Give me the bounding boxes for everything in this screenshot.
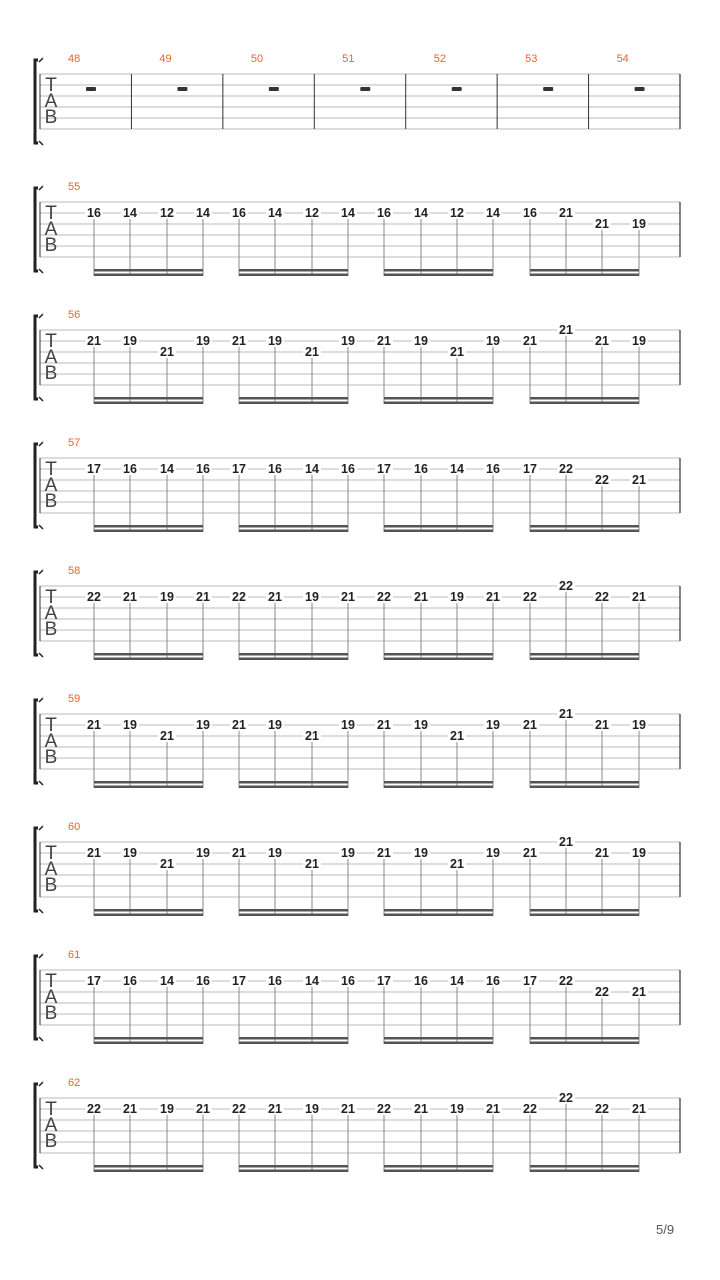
beam [94, 1170, 203, 1173]
fret-number: 16 [268, 974, 282, 988]
tab-clef-t: T [45, 459, 57, 480]
fret-number: 21 [377, 718, 391, 732]
measure-number: 54 [616, 53, 629, 65]
fret-number: 22 [377, 590, 391, 604]
tab-clef-b: B [44, 491, 58, 512]
fret-number: 16 [232, 206, 246, 220]
fret-number: 21 [123, 590, 137, 604]
beam [530, 1170, 639, 1173]
tab-clef-a: A [44, 475, 58, 496]
fret-number: 19 [341, 846, 355, 860]
fret-number: 19 [632, 846, 646, 860]
tab-clef-a: A [44, 603, 58, 624]
fret-number: 19 [268, 846, 282, 860]
tab-clef-a: A [44, 987, 58, 1008]
fret-number: 16 [414, 974, 428, 988]
bracket-top-tick [39, 58, 43, 62]
fret-number: 16 [87, 206, 101, 220]
fret-number: 14 [414, 206, 428, 220]
fret-number: 14 [123, 206, 137, 220]
fret-number: 17 [523, 974, 537, 988]
fret-number: 14 [196, 206, 210, 220]
tab-clef-t: T [45, 331, 57, 352]
beam [384, 530, 493, 533]
measure-number: 49 [159, 53, 172, 65]
beam [384, 1170, 493, 1173]
beam [94, 1042, 203, 1045]
page-number: 5/9 [656, 1222, 675, 1237]
fret-number: 21 [632, 473, 646, 487]
rest-mark [635, 87, 645, 91]
beam [239, 1170, 348, 1173]
fret-number: 19 [414, 334, 428, 348]
fret-number: 14 [450, 462, 464, 476]
fret-number: 21 [305, 729, 319, 743]
tab-clef-t: T [45, 203, 57, 224]
fret-number: 16 [341, 974, 355, 988]
fret-number: 22 [559, 974, 573, 988]
bracket-bottom-tick [39, 397, 43, 401]
measure-number: 62 [68, 1077, 81, 1089]
measure-number: 58 [68, 565, 81, 577]
beam [384, 781, 493, 784]
fret-number: 16 [414, 462, 428, 476]
system-bracket [35, 956, 38, 1039]
bracket-top-tick [39, 442, 43, 446]
beam [94, 914, 203, 917]
beam [530, 530, 639, 533]
fret-number: 14 [160, 974, 174, 988]
tab-clef-a: A [44, 859, 58, 880]
system-bracket [35, 188, 38, 271]
fret-number: 21 [268, 1102, 282, 1116]
beam [94, 525, 203, 528]
beam [384, 653, 493, 656]
fret-number: 14 [160, 462, 174, 476]
fret-number: 16 [486, 974, 500, 988]
beam [239, 1165, 348, 1168]
fret-number: 22 [232, 590, 246, 604]
beam [239, 786, 348, 789]
bracket-bottom-tick [39, 525, 43, 529]
fret-number: 22 [559, 462, 573, 476]
rest-mark [452, 87, 462, 91]
system-bracket [35, 316, 38, 399]
fret-number: 14 [486, 206, 500, 220]
bracket-top-tick [39, 954, 43, 958]
bracket-bottom-tick [39, 1037, 43, 1041]
measure-number: 61 [68, 949, 81, 961]
bracket-top-tick [39, 314, 43, 318]
beam [530, 658, 639, 661]
fret-number: 19 [341, 718, 355, 732]
bracket-bottom-tick [39, 909, 43, 913]
fret-number: 19 [450, 590, 464, 604]
beam [239, 653, 348, 656]
fret-number: 21 [341, 590, 355, 604]
fret-number: 16 [196, 462, 210, 476]
beam [94, 658, 203, 661]
fret-number: 21 [305, 345, 319, 359]
tab-clef-a: A [44, 91, 58, 112]
beam [94, 1165, 203, 1168]
bracket-bottom-tick [39, 1165, 43, 1169]
beam [94, 274, 203, 277]
fret-number: 16 [123, 974, 137, 988]
fret-number: 19 [268, 718, 282, 732]
fret-number: 21 [232, 334, 246, 348]
beam [239, 781, 348, 784]
beam [239, 658, 348, 661]
rest-mark [86, 87, 96, 91]
beam [94, 1037, 203, 1040]
bracket-top-tick [39, 698, 43, 702]
fret-number: 21 [123, 1102, 137, 1116]
system-bracket [35, 828, 38, 911]
fret-number: 19 [414, 718, 428, 732]
fret-number: 22 [595, 1102, 609, 1116]
beam [239, 914, 348, 917]
fret-number: 17 [377, 462, 391, 476]
tab-clef-b: B [44, 619, 58, 640]
rest-mark [360, 87, 370, 91]
tab-clef-b: B [44, 875, 58, 896]
beam [239, 1042, 348, 1045]
fret-number: 21 [632, 590, 646, 604]
tab-clef-b: B [44, 1003, 58, 1024]
fret-number: 19 [486, 846, 500, 860]
beam [384, 914, 493, 917]
tab-clef-t: T [45, 843, 57, 864]
beam [239, 269, 348, 272]
beam [384, 525, 493, 528]
fret-number: 16 [523, 206, 537, 220]
fret-number: 19 [123, 334, 137, 348]
tab-clef-b: B [44, 747, 58, 768]
fret-number: 21 [160, 345, 174, 359]
fret-number: 21 [559, 835, 573, 849]
measure-number: 52 [433, 53, 446, 65]
fret-number: 19 [486, 718, 500, 732]
tab-clef-a: A [44, 219, 58, 240]
fret-number: 19 [305, 590, 319, 604]
fret-number: 21 [595, 718, 609, 732]
beam [530, 269, 639, 272]
beam [94, 781, 203, 784]
measure-number: 50 [250, 53, 264, 65]
tab-clef-b: B [44, 235, 58, 256]
fret-number: 21 [523, 334, 537, 348]
beam [384, 269, 493, 272]
fret-number: 21 [232, 718, 246, 732]
fret-number: 21 [160, 857, 174, 871]
fret-number: 17 [232, 462, 246, 476]
fret-number: 17 [87, 462, 101, 476]
beam [384, 274, 493, 277]
bracket-top-tick [39, 570, 43, 574]
rest-mark [269, 87, 279, 91]
fret-number: 21 [232, 846, 246, 860]
measure-number: 57 [68, 437, 81, 449]
fret-number: 21 [559, 323, 573, 337]
measure-number: 51 [342, 53, 355, 65]
fret-number: 19 [305, 1102, 319, 1116]
beam [384, 1042, 493, 1045]
tab-clef-t: T [45, 75, 57, 96]
fret-number: 21 [196, 1102, 210, 1116]
beam [239, 530, 348, 533]
fret-number: 22 [87, 590, 101, 604]
fret-number: 21 [414, 590, 428, 604]
bracket-bottom-tick [39, 653, 43, 657]
rest-mark [177, 87, 187, 91]
fret-number: 22 [523, 1102, 537, 1116]
tab-clef-t: T [45, 715, 57, 736]
beam [94, 269, 203, 272]
fret-number: 12 [160, 206, 174, 220]
fret-number: 21 [595, 334, 609, 348]
fret-number: 19 [196, 718, 210, 732]
fret-number: 21 [486, 1102, 500, 1116]
fret-number: 22 [595, 590, 609, 604]
fret-number: 19 [123, 718, 137, 732]
fret-number: 19 [486, 334, 500, 348]
beam [94, 530, 203, 533]
fret-number: 21 [559, 206, 573, 220]
fret-number: 19 [268, 334, 282, 348]
measure-number: 56 [68, 309, 81, 321]
fret-number: 21 [523, 718, 537, 732]
fret-number: 19 [632, 334, 646, 348]
fret-number: 22 [559, 579, 573, 593]
fret-number: 21 [559, 707, 573, 721]
fret-number: 17 [523, 462, 537, 476]
fret-number: 19 [341, 334, 355, 348]
fret-number: 19 [632, 718, 646, 732]
fret-number: 22 [232, 1102, 246, 1116]
fret-number: 14 [341, 206, 355, 220]
beam [239, 525, 348, 528]
fret-number: 17 [87, 974, 101, 988]
measure-number: 59 [68, 693, 81, 705]
beam [530, 1165, 639, 1168]
fret-number: 19 [450, 1102, 464, 1116]
tab-clef-a: A [44, 731, 58, 752]
bracket-bottom-tick [39, 141, 43, 145]
fret-number: 19 [160, 1102, 174, 1116]
tab-clef-t: T [45, 587, 57, 608]
fret-number: 21 [87, 846, 101, 860]
fret-number: 21 [341, 1102, 355, 1116]
beam [384, 402, 493, 405]
bracket-bottom-tick [39, 269, 43, 273]
fret-number: 17 [377, 974, 391, 988]
tab-clef-a: A [44, 1115, 58, 1136]
beam [239, 1037, 348, 1040]
fret-number: 21 [450, 729, 464, 743]
system-bracket [35, 60, 38, 143]
fret-number: 14 [305, 974, 319, 988]
beam [94, 786, 203, 789]
tab-clef-t: T [45, 971, 57, 992]
fret-number: 21 [305, 857, 319, 871]
fret-number: 22 [523, 590, 537, 604]
fret-number: 21 [523, 846, 537, 860]
fret-number: 14 [450, 974, 464, 988]
system-bracket [35, 572, 38, 655]
fret-number: 21 [87, 718, 101, 732]
bracket-top-tick [39, 826, 43, 830]
system-bracket [35, 1084, 38, 1167]
tab-clef-t: T [45, 1099, 57, 1120]
fret-number: 21 [377, 334, 391, 348]
beam [384, 658, 493, 661]
fret-number: 19 [196, 334, 210, 348]
fret-number: 16 [341, 462, 355, 476]
fret-number: 17 [232, 974, 246, 988]
fret-number: 12 [450, 206, 464, 220]
fret-number: 21 [450, 345, 464, 359]
beam [94, 653, 203, 656]
beam [530, 525, 639, 528]
beam [530, 781, 639, 784]
beam [530, 786, 639, 789]
fret-number: 21 [268, 590, 282, 604]
fret-number: 21 [486, 590, 500, 604]
fret-number: 21 [632, 1102, 646, 1116]
rest-mark [543, 87, 553, 91]
beam [530, 909, 639, 912]
fret-number: 21 [414, 1102, 428, 1116]
beam [384, 397, 493, 400]
tab-clef-a: A [44, 347, 58, 368]
beam [239, 402, 348, 405]
beam [530, 914, 639, 917]
fret-number: 22 [377, 1102, 391, 1116]
bracket-bottom-tick [39, 781, 43, 785]
fret-number: 14 [305, 462, 319, 476]
measure-number: 53 [525, 53, 538, 65]
bracket-top-tick [39, 1082, 43, 1086]
fret-number: 21 [595, 217, 609, 231]
beam [239, 397, 348, 400]
measure-number: 55 [68, 181, 81, 193]
tab-clef-b: B [44, 107, 58, 128]
fret-number: 22 [595, 985, 609, 999]
measure-number: 48 [68, 53, 81, 65]
beam [530, 274, 639, 277]
fret-number: 21 [450, 857, 464, 871]
fret-number: 22 [559, 1091, 573, 1105]
fret-number: 22 [87, 1102, 101, 1116]
fret-number: 21 [377, 846, 391, 860]
beam [239, 909, 348, 912]
fret-number: 21 [632, 985, 646, 999]
system-bracket [35, 444, 38, 527]
fret-number: 16 [486, 462, 500, 476]
fret-number: 19 [123, 846, 137, 860]
beam [530, 397, 639, 400]
measure-number: 60 [68, 821, 81, 833]
beam [384, 1165, 493, 1168]
fret-number: 16 [196, 974, 210, 988]
fret-number: 21 [87, 334, 101, 348]
fret-number: 16 [123, 462, 137, 476]
fret-number: 16 [268, 462, 282, 476]
beam [530, 402, 639, 405]
fret-number: 21 [196, 590, 210, 604]
fret-number: 22 [595, 473, 609, 487]
beam [239, 274, 348, 277]
fret-number: 12 [305, 206, 319, 220]
beam [384, 909, 493, 912]
tab-clef-b: B [44, 1131, 58, 1152]
beam [94, 909, 203, 912]
beam [530, 1037, 639, 1040]
fret-number: 19 [196, 846, 210, 860]
beam [530, 653, 639, 656]
beam [94, 402, 203, 405]
fret-number: 19 [414, 846, 428, 860]
fret-number: 16 [377, 206, 391, 220]
system-bracket [35, 700, 38, 783]
beam [530, 1042, 639, 1045]
beam [94, 397, 203, 400]
fret-number: 21 [595, 846, 609, 860]
bracket-top-tick [39, 186, 43, 190]
fret-number: 19 [632, 217, 646, 231]
fret-number: 14 [268, 206, 282, 220]
fret-number: 21 [160, 729, 174, 743]
fret-number: 19 [160, 590, 174, 604]
beam [384, 1037, 493, 1040]
tab-clef-b: B [44, 363, 58, 384]
beam [384, 786, 493, 789]
